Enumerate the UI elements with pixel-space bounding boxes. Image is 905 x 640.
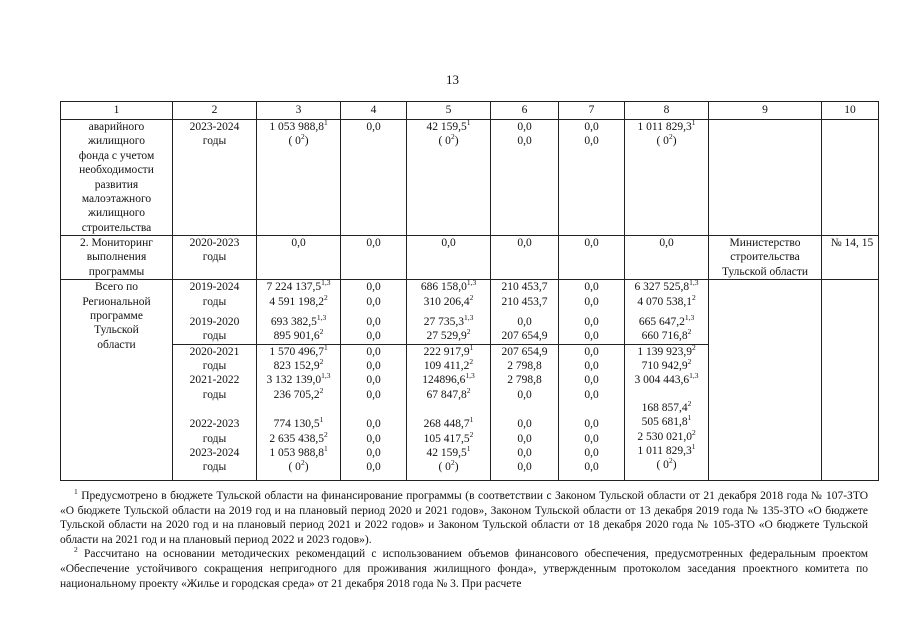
value-cell: 0,0 [559, 236, 625, 280]
header-cell: 3 [257, 102, 341, 120]
header-cell: 4 [341, 102, 407, 120]
value-cell: 0,0 [491, 236, 559, 280]
value-cell: 0,0 0,0 [559, 120, 625, 236]
value-cell: 1 053 988,8$^1$ ( $0^2$) [257, 120, 341, 236]
value-cell: 686 158,0$^{1,3}$ 310 206,4$^2$ 27 735,3$^{1,3}$ 27 529,9$^2$ [407, 280, 491, 345]
value-cell: 0,0 [341, 120, 407, 236]
period-cell: 2023-2024 годы [173, 120, 257, 236]
footnote: $^1$ Предусмотрено в бюджете Тульской области на финансирование программы (в соответствии с Законом Тульской области от 21 декабря 2018 года № 107-ЗТО «О бюджете Тульской области на 2019 год и на плановый период 2020 и 2021 годов», Законом Тульской области от 13 декабря 2019 года № 135-ЗТО «О бюджете Тульской области на 2020 год и на плановый период 2021 и 2022 годов» и Законом Тульской области от 18 декабря 2020 года № 105-ЗТО «О бюджете Тульской области на 2021 год и на плановый период 2022 и 2023 годов»). [60, 487, 868, 546]
period-cell: 2020-2021 годы 2021-2022 годы 2022-2023 годы 2023-2024 годы [173, 344, 257, 480]
indicator-cell [822, 280, 879, 481]
executor-cell: Министерство строительства Тульской области [709, 236, 822, 280]
executor-cell [709, 280, 822, 481]
value-cell: 7 224 137,5$^{1,3}$ 4 591 198,2$^2$ 693 382,5$^{1,3}$ 895 901,6$^2$ [257, 280, 341, 345]
value-cell: 0,0 0,0 0,0 0,0 0,0 0,0 0,0 0,0 [341, 344, 407, 480]
header-cell: 7 [559, 102, 625, 120]
header-cell: 1 [61, 102, 173, 120]
executor-cell [709, 120, 822, 236]
value-cell: 0,0 0,0 0,0 0,0 [341, 280, 407, 345]
value-cell: 6 327 525,8$^{1,3}$ 4 070 538,1$^2$ 665 647,2$^{1,3}$ 660 716,8$^2$ [625, 280, 709, 345]
table-row [61, 280, 879, 345]
value-cell: 0,0 [407, 236, 491, 280]
table-row [61, 120, 879, 236]
row-name-cell: 2. Мониторинг выполнения программы [61, 236, 173, 280]
row-name-cell: Всего по Региональной программе Тульской области [61, 280, 173, 481]
value-cell: 0,0 0,0 [491, 120, 559, 236]
value-cell: 0,0 0,0 0,0 0,0 0,0 0,0 0,0 0,0 [559, 344, 625, 480]
footnotes [60, 489, 868, 591]
indicator-cell [822, 120, 879, 236]
table-row [61, 236, 879, 280]
value-cell: 207 654,9 2 798,8 2 798,8 0,0 0,0 0,0 0,0 0,0 [491, 344, 559, 480]
header-cell: 9 [709, 102, 822, 120]
value-cell: 0,0 [341, 236, 407, 280]
header-cell: 10 [822, 102, 879, 120]
page-number: 13 [446, 72, 459, 87]
value-cell: 1 139 923,9$^2$ 710 942,9$^2$ 3 004 443,6$^{1,3}$ 168 857,4$^2$ 505 681,8$^1$ 2 530 021,0$^2$ 1 011 829,3$^1$ ( $0^2$) [625, 344, 709, 480]
value-cell: 222 917,9$^1$ 109 411,2$^2$ 124896,6$^{1,3}$ 67 847,8$^2$ 268 448,7$^1$ 105 417,5$^2$ 42 159,5$^1$ ( $0^2$) [407, 344, 491, 480]
period-cell: 2019-2024 годы 2019-2020 годы [173, 280, 257, 345]
header-cell: 6 [491, 102, 559, 120]
footnote: $^2$ Рассчитано на основании методических рекомендаций с использованием объемов финансового обеспечения, предусмотренных федеральным проектом «Обеспечение устойчивого сокращения непригодного для проживания жилищного фонда», утвержденным протоколом заседания проектного комитета по национальному проекту «Жилье и городская среда» от 21 декабря 2018 года № 3. При расчете [60, 545, 869, 590]
value-cell: 1 570 496,7$^1$ 823 152,9$^2$ 3 132 139,0$^{1,3}$ 236 705,2$^2$ 774 130,5$^1$ 2 635 438,5$^2$ 1 053 988,8$^1$ ( $0^2$) [257, 344, 341, 480]
funding-table [60, 101, 879, 481]
indicator-cell: № 14, 15 [822, 236, 879, 280]
value-cell: 0,0 [257, 236, 341, 280]
value-cell: 0,0 0,0 0,0 0,0 [559, 280, 625, 345]
value-cell: 1 011 829,3$^1$ ( $0^2$) [625, 120, 709, 236]
header-cell: 2 [173, 102, 257, 120]
header-row [61, 102, 879, 120]
header-cell: 8 [625, 102, 709, 120]
row-name-cell: аварийного жилищного фонда с учетом необходимости развития малоэтажного жилищного строительства [61, 120, 173, 236]
value-cell: 0,0 [625, 236, 709, 280]
header-cell: 5 [407, 102, 491, 120]
period-cell: 2020-2023 годы [173, 236, 257, 280]
value-cell: 42 159,5$^1$ ( $0^2$) [407, 120, 491, 236]
value-cell: 210 453,7 210 453,7 0,0 207 654,9 [491, 280, 559, 345]
